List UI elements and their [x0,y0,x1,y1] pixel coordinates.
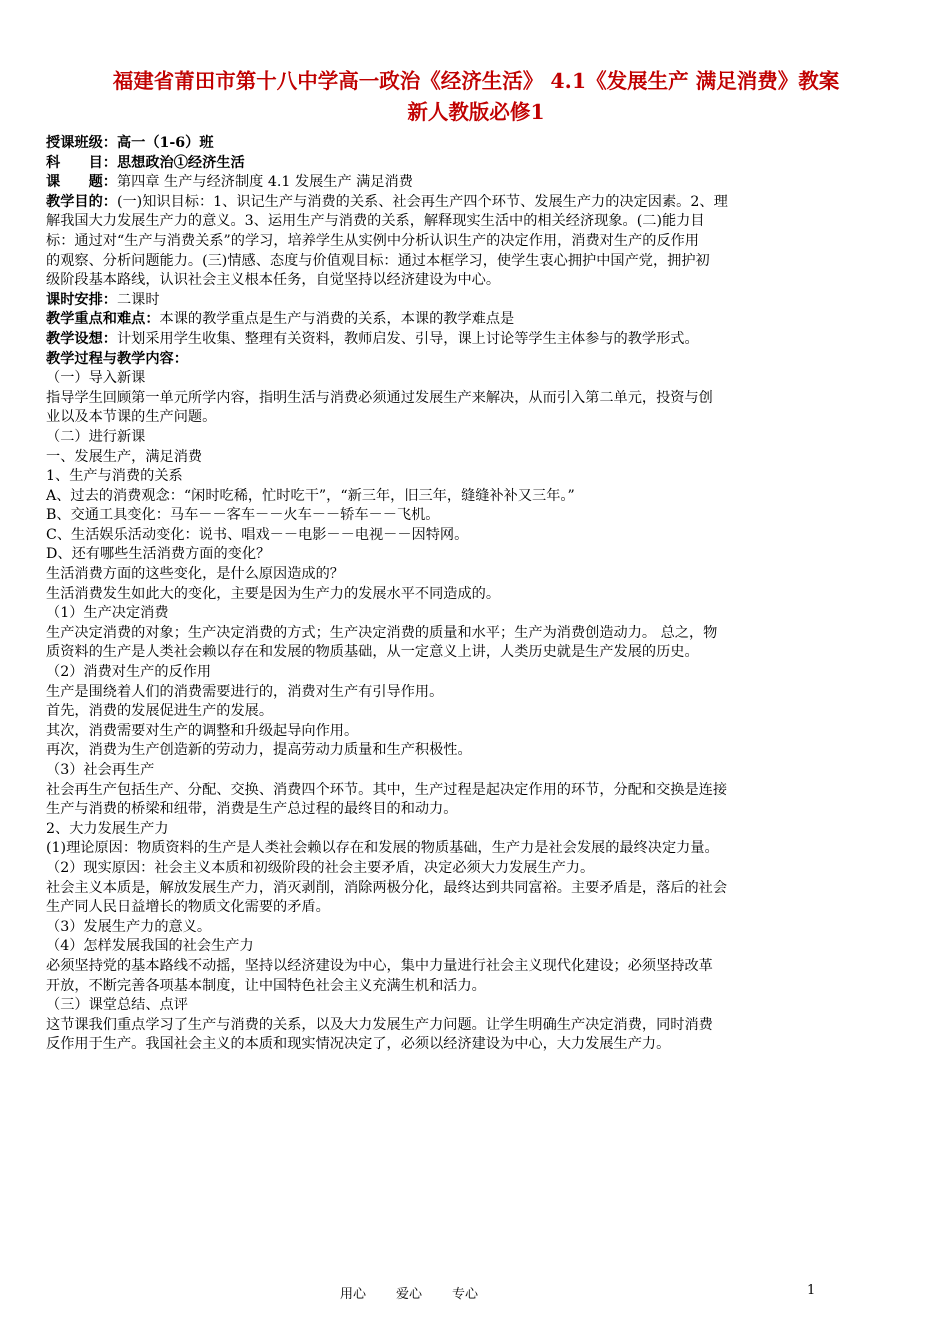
content-line: 社会主义本质是，解放发展生产力，消灭剥削，消除两极分化，最终达到共同富裕。主要矛盾是，落后的社会 [46,879,728,896]
content-line: 生活消费方面的这些变化，是什么原因造成的？ [46,566,344,583]
content-line: 生产同人民日益增长的物质文化需要的矛盾。 [46,899,330,916]
content-line: （二）进行新课 [46,428,146,445]
goal-row [46,193,906,213]
goal-text-line: 的观察、分析问题能力。(三)情感、态度与价值观目标：通过本框学习，使学生衷心拥护中国产党，拥护初 [46,252,710,269]
content-line: （2）消费对生产的反作用 [46,664,212,681]
goal-text-line: 解我国大力发展生产力的意义。3、运用生产与消费的关系，解释现实生活中的相关经济现象。(二)能力目 [46,213,705,230]
document-title-line1: 福建省莆田市第十八中学高一政治《经济生活》 4.1《发展生产 满足消费》教案 [112,69,840,93]
content-line: （4）怎样发展我国的社会生产力 [46,938,254,955]
content-line: （3）发展生产力的意义。 [46,918,212,935]
content-line: 一、发展生产，满足消费 [46,448,203,465]
topic-row [46,173,906,193]
design-value: 计划采用学生收集、整理有关资料，教师启发、引导，课上讨论等学生主体参与的教学形式。 [116,330,699,347]
footer-motto-item: 专心 [452,1287,479,1302]
footer-motto-item: 爱心 [396,1287,423,1302]
hours-row [46,291,906,311]
content-line: 1、生产与消费的关系 [46,468,183,485]
content-line: （三）课堂总结、点评 [46,997,188,1014]
content-line: 首先，消费的发展促进生产的发展。 [46,703,274,720]
content-line: 生产是围绕着人们的消费需要进行的，消费对生产有引导作用。 [46,683,444,700]
content-line: 社会再生产包括生产、分配、交换、消费四个环节。其中，生产过程是起决定作用的环节，分配和交换是连接 [46,781,728,798]
process-heading: 教学过程与教学内容： [46,350,188,367]
content-line: 反作用于生产。我国社会主义的本质和现实情况决定了，必须以经济建设为中心，大力发展生产力。 [46,1036,671,1053]
content-line: 再次，消费为生产创造新的劳动力，提高劳动力质量和生产积极性。 [46,742,472,759]
content-line: (1)理论原因：物质资料的生产是人类社会赖以存在和发展的物质基础，生产力是社会发展的最终决定力量。 [46,840,719,857]
content-line: （1）生产决定消费 [46,605,169,622]
class-value: 高一（1-6）班 [116,135,214,151]
content-line: 2、大力发展生产力 [46,820,169,837]
document-title-line2: 新人教版必修1 [407,100,545,124]
hours-label: 课时安排： [46,291,117,308]
goal-text-line: 级阶段基本路线，认识社会主义根本任务，自觉坚持以经济建设为中心。 [46,272,501,289]
content-line: 开放，不断完善各项基本制度，让中国特色社会主义充满生机和活力。 [46,977,486,994]
content-line: 质资料的生产是人类社会赖以存在和发展的物质基础，从一定意义上讲，人类历史就是生产发展的历史。 [46,644,699,661]
content-line: （一）导入新课 [46,370,146,387]
content-line: C、生活娱乐活动变化：说书、唱戏－－电影－－电视－－因特网。 [46,526,469,543]
content-line: 这节课我们重点学习了生产与消费的关系，以及大力发展生产力问题。让学生明确生产决定消费，同时消费 [46,1016,713,1033]
topic-label: 课 题： [46,174,117,191]
document-body [46,134,906,1055]
footer-motto [340,1283,508,1302]
content-line: 生活消费发生如此大的变化，主要是因为生产力的发展水平不同造成的。 [46,585,501,602]
subject-value: 思想政治①经济生活 [116,154,245,171]
focus-label: 教学重点和难点： [46,311,160,328]
content-line: D、还有哪些生活消费方面的变化？ [46,546,271,563]
design-label: 教学设想： [46,330,117,347]
content-line: 必须坚持党的基本路线不动摇，坚持以经济建设为中心，集中力量进行社会主义现代化建设；必须坚持改革 [46,957,713,974]
content-line: 业以及本节课的生产问题。 [46,409,217,426]
page-number: 1 [807,1283,816,1298]
footer-motto-item: 用心 [340,1287,367,1302]
content-line: 指导学生回顾第一单元所学内容，指明生活与消费必须通过发展生产来解决，从而引入第二单元，投资与创 [46,389,713,406]
focus-value: 本课的教学重点是生产与消费的关系，本课的教学难点是 [159,311,515,328]
content-line: A、过去的消费观念：“闲时吃稀，忙时吃干”，“新三年，旧三年，缝缝补补又三年。” [46,487,575,504]
focus-row [46,310,906,330]
subject-row [46,154,906,174]
document-page [46,68,906,1055]
content-line: 生产决定消费的对象；生产决定消费的方式；生产决定消费的质量和水平；生产为消费创造动力。 总之，物 [46,624,718,641]
class-row [46,134,906,154]
content-line: 其次，消费需要对生产的调整和升级起导向作用。 [46,722,359,739]
goal-text-line: 标：通过对“生产与消费关系”的学习，培养学生从实例中分析认识生产的决定作用，消费对生产的反作用 [46,232,699,249]
class-label: 授课班级： [46,135,117,151]
subject-label: 科 目： [46,154,117,171]
content-line: （3）社会再生产 [46,762,155,778]
design-row [46,330,906,350]
lesson-content [46,369,906,1055]
goal-label: 教学目的： [46,193,117,210]
topic-value: 第四章 生产与经济制度 4.1 发展生产 满足消费 [116,174,413,191]
hours-value: 二课时 [116,291,160,308]
content-line: B、交通工具变化：马车－－客车－－火车－－轿车－－飞机。 [46,507,440,524]
goal-text-line: (一)知识目标：1、识记生产与消费的关系、社会再生产四个环节、发展生产力的决定因素。2、理 [116,193,728,210]
content-line: 生产与消费的桥梁和纽带，消费是生产总过程的最终目的和动力。 [46,801,458,818]
content-line: （2）现实原因：社会主义本质和初级阶段的社会主要矛盾，决定必须大力发展生产力。 [46,859,595,876]
